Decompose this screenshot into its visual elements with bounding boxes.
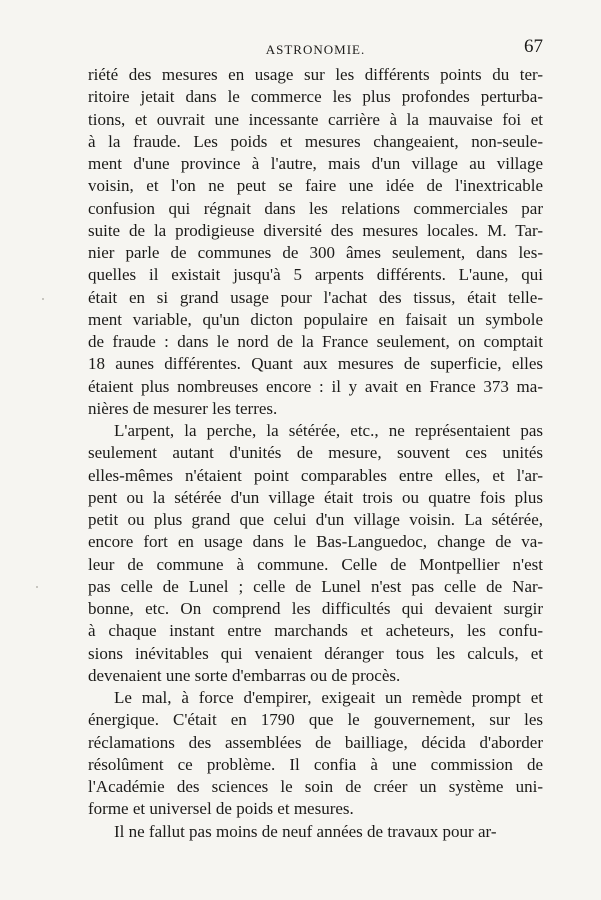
text-line: elles-mêmes n'étaient point comparables entre elles, et l'ar- (88, 465, 543, 485)
text-line: ritoire jetait dans le commerce les plus profondes perturba- (88, 87, 543, 107)
text-line: nier parle de communes de 300 âmes seulement, dans les- (88, 243, 543, 262)
text-line: ment variable, qu'un dicton populaire en faisait un symbole (88, 309, 543, 329)
text-line: à la fraude. Les poids et mesures changeaient, non-seule- (88, 131, 543, 151)
text-line: quelles il existait jusqu'à 5 arpents différents. L'aune, qui (88, 265, 543, 285)
text-line: forme et universel de poids et mesures. (88, 799, 354, 819)
scan-speck (36, 586, 38, 588)
text-line: devenaient une sorte d'embarras ou de procès. (88, 665, 401, 685)
text-line: résolûment ce problème. Il confia à une commission de (88, 754, 543, 774)
text-line: étaient plus nombreuses encore : il y avait en France 373 ma- (88, 376, 543, 396)
page-header (88, 36, 543, 62)
paragraph (88, 821, 543, 843)
scan-speck (42, 298, 44, 300)
text-line: encore fort en usage dans le Bas-Languedoc, change de va- (88, 532, 543, 552)
page-number: 67 (524, 36, 543, 57)
text-line: sions inévitables qui venaient déranger tous les calculs, et (88, 643, 543, 663)
text-line: était en si grand usage pour l'achat des tissus, était telle- (88, 287, 543, 307)
body-text (88, 64, 543, 843)
text-line: tions, et ouvrait une incessante carrière à la mauvaise foi et (88, 109, 543, 129)
paragraph (88, 420, 543, 687)
text-line: Le mal, à force d'empirer, exigeait un remède prompt et (114, 688, 543, 707)
text-line: suite de la prodigieuse diversité des mesures locales. M. Tar- (88, 220, 543, 240)
text-line: nières de mesurer les terres. (88, 398, 278, 418)
text-line: bonne, etc. On comprend les difficultés qui devaient surgir (88, 599, 543, 618)
text-line: seulement autant d'unités de mesure, souvent ces unités (88, 443, 543, 463)
text-line: leur de commune à commune. Celle de Montpellier n'est (88, 554, 543, 574)
paragraph (88, 64, 543, 420)
text-line: énergique. C'était en 1790 que le gouvernement, sur les (88, 710, 543, 730)
text-line: petit ou plus grand que celui d'un village voisin. La sétérée, (88, 510, 543, 529)
text-line: pas celle de Lunel ; celle de Lunel n'est pas celle de Nar- (88, 576, 543, 596)
text-line: à chaque instant entre marchands et acheteurs, les confu- (88, 621, 543, 641)
running-title: ASTRONOMIE. (265, 42, 366, 57)
text-line: voisin, et l'on ne peut se faire une idée de l'inextricable (88, 176, 543, 196)
text-line: confusion qui régnait dans les relations commerciales par (88, 198, 543, 218)
text-line: de fraude : dans le nord de la France seulement, on comptait (88, 332, 543, 351)
text-line: l'Académie des sciences le soin de créer un système uni- (88, 777, 543, 796)
text-line: riété des mesures en usage sur les différents points du ter- (88, 65, 543, 84)
text-line: Il ne fallut pas moins de neuf années de travaux pour ar- (114, 821, 497, 841)
text-line: ment d'une province à l'autre, mais d'un village au village (88, 154, 543, 173)
text-line: L'arpent, la perche, la sétérée, etc., ne représentaient pas (114, 421, 543, 440)
text-line: pent ou la sétérée d'un village était trois ou quatre fois plus (88, 487, 543, 507)
text-line: réclamations des assemblées de bailliage, décida d'aborder (88, 732, 543, 752)
text-line: 18 aunes différentes. Quant aux mesures de superficie, elles (88, 354, 543, 374)
paragraph (88, 687, 543, 821)
